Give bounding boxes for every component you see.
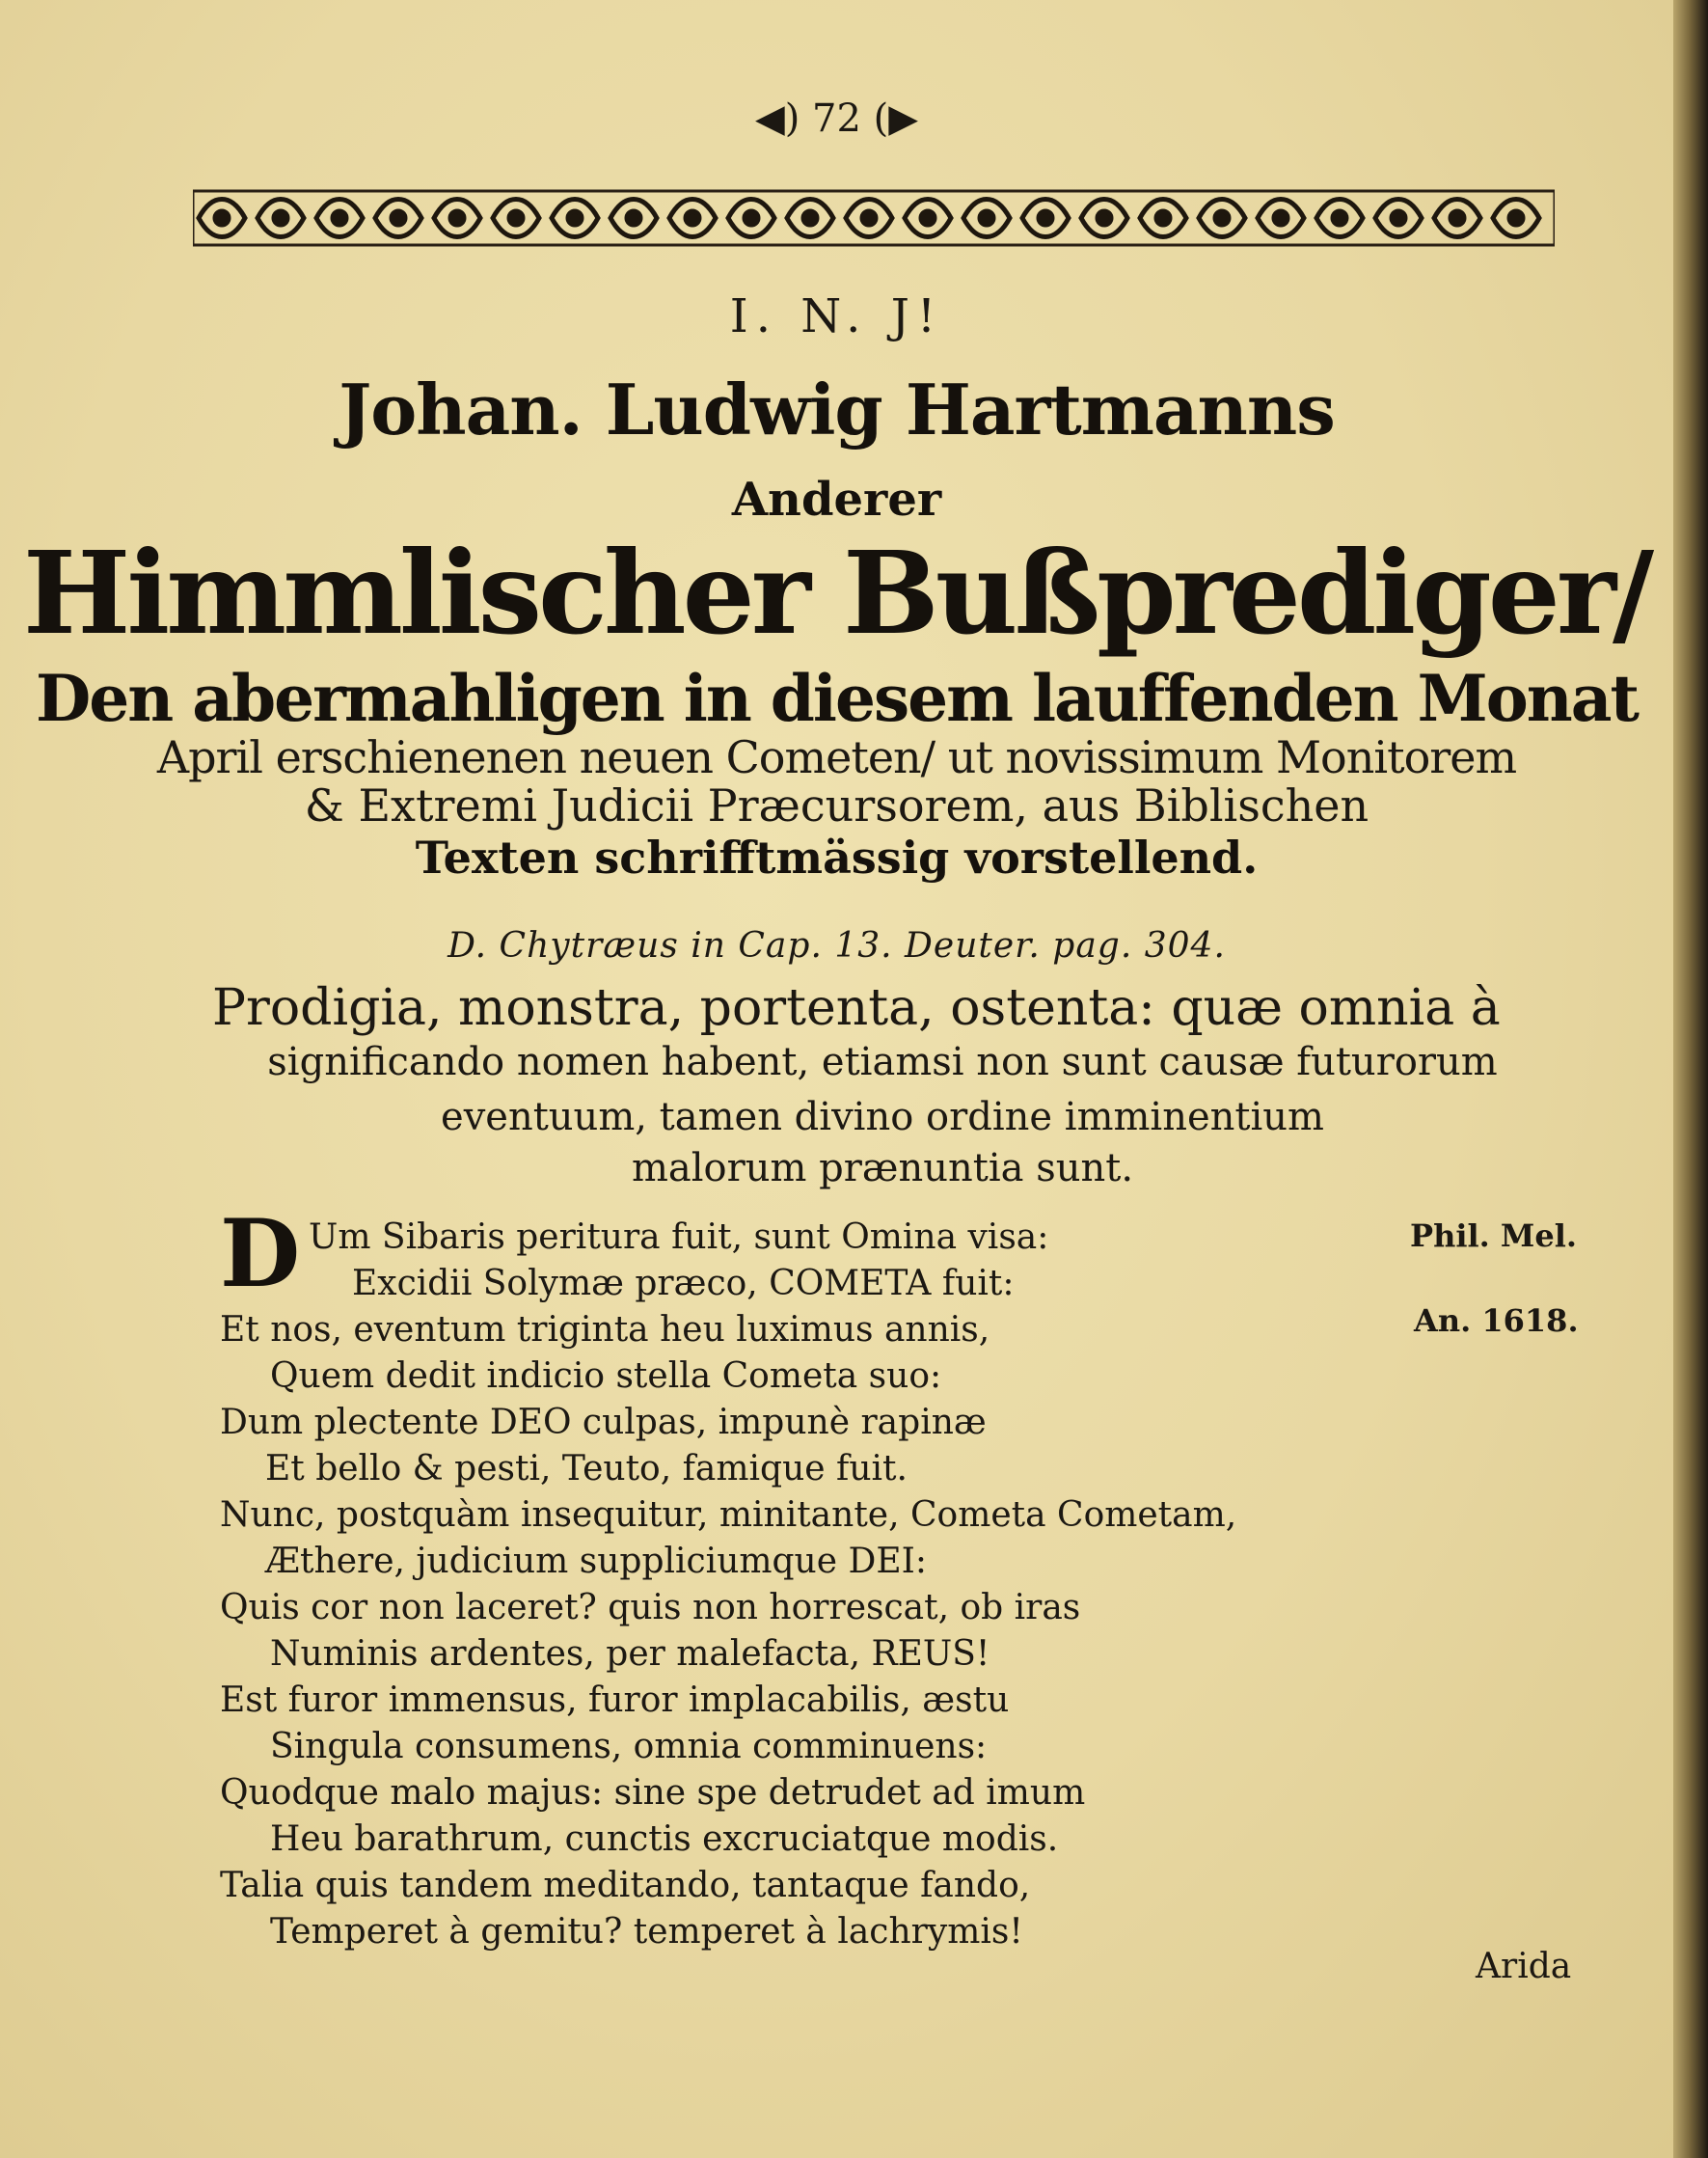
- poem-line: Nunc, postquàm insequitur, minitante, Cometa Cometam,: [220, 1495, 1237, 1535]
- poem-line: Æthere, judicium suppliciumque DEI:: [265, 1542, 927, 1581]
- poem-line: Heu barathrum, cunctis excruciatque modis.: [270, 1819, 1059, 1859]
- poem-line: Et bello & pesti, Teuto, famique fuit.: [265, 1449, 908, 1489]
- poem-line: Excidii Solymæ præco, COMETA fuit:: [352, 1264, 1015, 1303]
- subtitle: Den abermahligen in diesem lauffenden Monat: [36, 661, 1638, 736]
- poem-line: Talia quis tandem meditando, tantaque fando,: [220, 1866, 1031, 1905]
- poem-line: Um Sibaris peritura fuit, sunt Omina visa:: [309, 1217, 1049, 1257]
- poem-line: Quem dedit indicio stella Cometa suo:: [270, 1356, 942, 1396]
- poem-line: Singula consumens, omnia comminuens:: [270, 1727, 988, 1766]
- poem-line: Est furor immensus, furor implacabilis, æstu: [220, 1680, 1010, 1720]
- drop-cap: D: [220, 1199, 301, 1308]
- poem-line: Quis cor non laceret? quis non horrescat, ob iras: [220, 1588, 1081, 1627]
- quote-reference: D. Chytræus in Cap. 13. Deuter. pag. 304.: [447, 926, 1226, 966]
- quote-line-2: significando nomen habent, etiamsi non sunt causæ futurorum: [267, 1040, 1498, 1084]
- author-name: Johan. Ludwig Hartmanns: [339, 369, 1335, 451]
- poem-line: Quodque malo majus: sine spe detrudet ad imum: [220, 1773, 1086, 1813]
- book-spine-shadow: [1673, 0, 1708, 2158]
- margin-note-2: An. 1618.: [1414, 1302, 1579, 1339]
- title-line-5: Texten schrifftmässig vorstellend.: [415, 832, 1259, 884]
- quote-line-1: Prodigia, monstra, portenta, ostenta: quæ omnia à: [212, 979, 1501, 1037]
- quote-line-4: malorum prænuntia sunt.: [631, 1146, 1134, 1190]
- poem-line: Et nos, eventum triginta heu luximus annis,: [220, 1310, 990, 1350]
- quote-line-3: eventuum, tamen divino ordine imminentium: [441, 1095, 1324, 1139]
- page-number: ◀) 72 (▶: [754, 96, 919, 141]
- invocation: I. N. J!: [729, 289, 944, 343]
- title-line-3: April erschienenen neuen Cometen/ ut novissimum Monitorem: [156, 731, 1517, 783]
- main-title: Himmlischer Bußprediger/: [22, 526, 1651, 660]
- poem-line: Numinis ardentes, per malefacta, REUS!: [270, 1634, 990, 1674]
- poem-line: Temperet à gemitu? temperet à lachrymis!: [270, 1912, 1023, 1952]
- anderer-label: Anderer: [731, 473, 942, 527]
- catchword: Arida: [1476, 1947, 1572, 1986]
- title-line-4: & Extremi Judicii Præcursorem, aus Biblischen: [304, 779, 1369, 832]
- poem-line: Dum plectente DEO culpas, impunè rapinæ: [220, 1403, 987, 1442]
- ornament-band: [193, 179, 1555, 257]
- margin-note-1: Phil. Mel.: [1410, 1217, 1577, 1254]
